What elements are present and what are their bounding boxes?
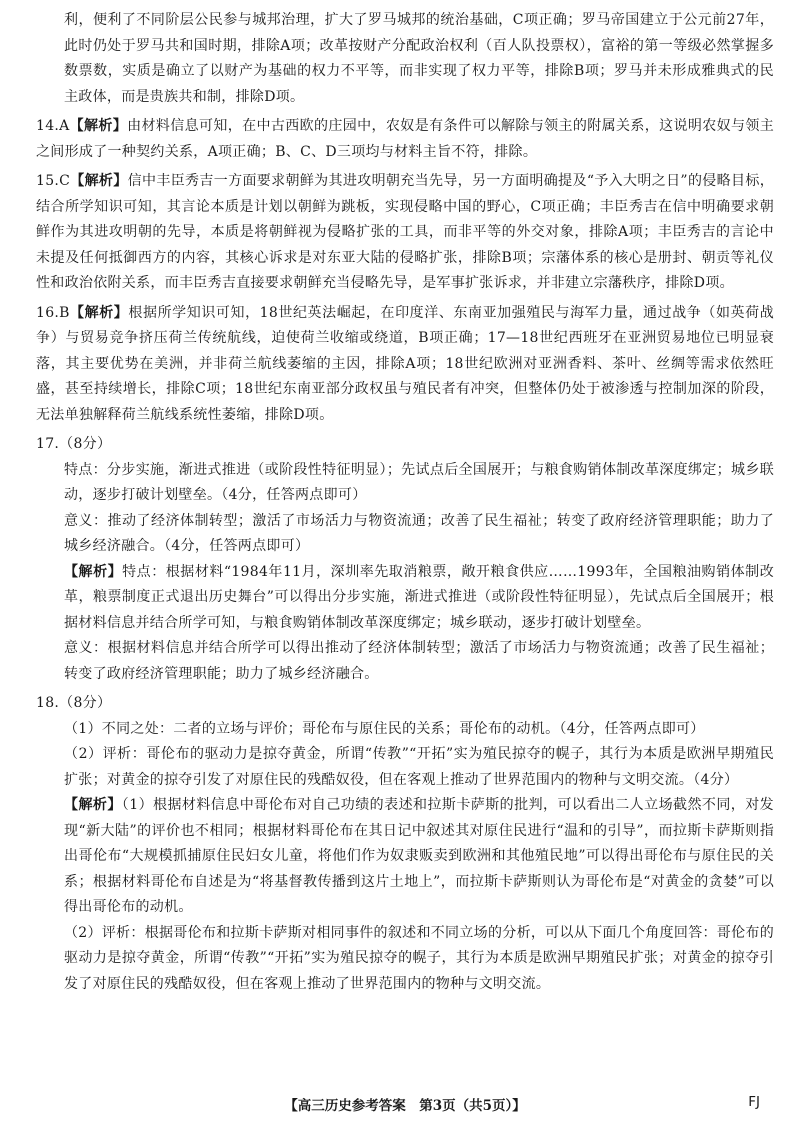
analysis-17-significance: 意义：根据材料信息并结合所学可以得出推动了经济体制转型；激活了市场活力与物资流通；改善了民生福祉；转变了政府经济管理职能；助力了城乡经济融合。 <box>64 640 774 682</box>
answer-17-significance: 意义：推动了经济体制转型；激活了市场活力与物资流通；改善了民生福祉；转变了政府经济管理职能；助力了城乡经济融合。（4分，任答两点即可） <box>64 512 774 554</box>
answer-17-features: 特点：分步实施，渐进式推进（或阶段性特征明显）；先试点后全国展开；与粮食购销体制改革深度绑定；城乡联动，逐步打破计划壁垒。（4分，任答两点即可） <box>64 461 774 503</box>
analysis-18-part2: （2）评析：根据哥伦布和拉斯卡萨斯对相同事件的叙述和不同立场的分析，可以从下面几个角度回答：哥伦布的驱动力是掠夺黄金，所谓“传教”“开拓”实为殖民掠夺的幌子，其行为本质是欧洲早期殖民扩张；对黄金的掠夺引发了对原住民的残酷奴役，但在客观上推动了世界范围内的物种与文明交流。 <box>64 924 774 992</box>
question-17-header: 17.（8分） <box>36 436 112 452</box>
answer-16: 16.B【解析】根据所学知识可知，18世纪英法崛起，在印度洋、东南亚加强殖民与海军力量，通过战争（如英荷战争）与贸易竞争挤压荷兰传统航线，迫使荷兰收缩或绕道，B项正确；17—18世纪西班牙在亚洲贸易地位已明显衰落，其主要优势在美洲，并非荷兰航线萎缩的主因，排除A项；18世纪欧洲对亚洲香料、茶叶、丝绸等需求依然旺盛，甚至持续增长，排除C项；18世纪东南亚部分政权虽与殖民者有冲突，但整体仍处于被渗透与控制加深的阶段，无法单独解释荷兰航线系统性萎缩，排除D项。 <box>36 304 775 423</box>
answer-18-part1: （1）不同之处：二者的立场与评价；哥伦布与原住民的关系；哥伦布的动机。（4分，任答两点即可） <box>64 720 705 737</box>
paragraph-13-continued: 利，便利了不同阶层公民参与城邦治理，扩大了罗马城邦的统治基础，C项正确；罗马帝国建立于公元前27年，此时仍处于罗马共和国时期，排除A项；改革按财产分配政治权利（百人队投票权），富裕的第一等级必然掌握多数票数，实质是确立了以财产为基础的权力不平等，而非实现了权力平等，排除B项；罗马并未形成雅典式的民主政体，而是贵族共和制，排除D项。 <box>64 12 774 105</box>
answer-15: 15.C【解析】信中丰臣秀吉一方面要求朝鲜为其进攻明朝充当先导，另一方面明确提及“予入大明之日”的侵略目标，结合所学知识可知，其言论本质是计划以朝鲜为跳板，实现侵略中国的野心，C项正确；丰臣秀吉在信中明确要求朝鲜作为其进攻明朝的先导，本质是将朝鲜视为侵略扩张的工具，而非平等的外交对象，排除A项；丰臣秀吉的言论中未提及任何抵御西方的内容，其核心诉求是对东亚大陆的侵略扩张，排除B项；宗藩体系的核心是册封、朝贡等礼仪性和政治依附关系，而丰臣秀吉直接要求朝鲜充当侵略先导，是军事扩张诉求，并非建立宗藩秩序，排除D项。 <box>36 173 774 291</box>
page-footer <box>36 1094 774 1116</box>
footer-page-info: 【高三历史参考答案 第3页（共5页）】 <box>284 1098 526 1114</box>
answer-14: 14.A【解析】由材料信息可知，在中古西欧的庄园中，农奴是有条件可以解除与领主的附属关系，这说明农奴与领主之间形成了一种契约关系，A项正确；B、C、D三项均与材料主旨不符，排除。 <box>36 118 775 160</box>
analysis-17-features: 【解析】特点：根据材料“1984年11月，深圳率先取消粮票，敞开粮食供应……1993年，全国粮油购销体制改革，粮票制度正式退出历史舞台”可以得出分步实施，渐进式推进（或阶段性特征明显），先试点后全国展开；根据材料信息并结合所学可知，与粮食购销体制改革深度绑定；城乡联动，逐步打破计划壁垒。 <box>64 563 774 631</box>
answer-page <box>36 8 774 997</box>
analysis-18-part1: 【解析】（1）根据材料信息中哥伦布对自己功绩的表述和拉斯卡萨斯的批判，可以看出二人立场截然不同，对发现“新大陆”的评价也不相同；根据材料哥伦布在其日记中叙述其对原住民进行“温和的引导”，而拉斯卡萨斯则指出哥伦布“大规模抓捕原住民妇女儿童，将他们作为奴隶贩卖到欧洲和其他殖民地”可以得出哥伦布与原住民的关系；根据材料哥伦布自述是为“将基督教传播到这片土地上”，而拉斯卡萨斯则认为哥伦布是“对黄金的贪婪”可以得出哥伦布的动机。 <box>64 797 774 915</box>
footer-region-code: FJ <box>748 1094 760 1110</box>
question-18-header: 18.（8分） <box>36 695 112 711</box>
answer-18-part2: （2）评析：哥伦布的驱动力是掠夺黄金，所谓“传教”“开拓”实为殖民掠夺的幌子，其行为本质是欧洲早期殖民扩张；对黄金的掠夺引发了对原住民的残酷奴役，但在客观上推动了世界范围内的物种与文明交流。（4分） <box>64 746 774 788</box>
